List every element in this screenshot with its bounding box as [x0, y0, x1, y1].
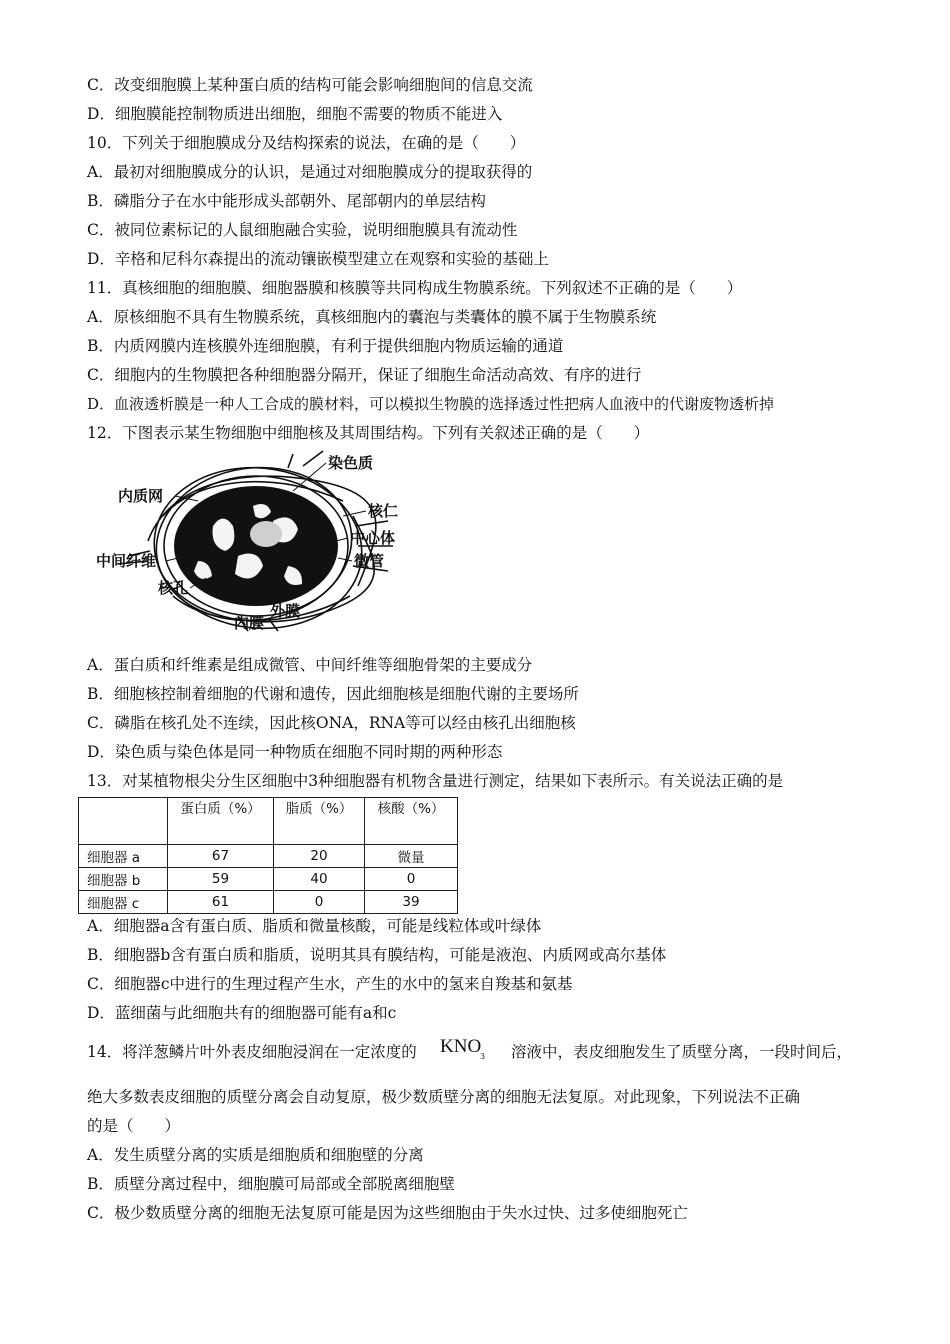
- option-9c: C．改变细胞膜上某种蛋白质的结构可能会影响细胞间的信息交流: [87, 76, 533, 94]
- table-row: [79, 868, 458, 891]
- table-header-row: [79, 798, 458, 845]
- option-9d: D．细胞膜能控制物质进出细胞，细胞不需要的物质不能进入: [87, 105, 503, 123]
- option-11c: C．细胞内的生物膜把各种细胞器分隔开，保证了细胞生命活动高效、有序的进行: [87, 366, 642, 384]
- question-12: 12．下图表示某生物细胞中细胞核及其周围结构。下列有关叙述正确的是（ ）: [87, 424, 650, 442]
- table-cell: 微量: [365, 845, 458, 868]
- label-er: 内质网: [118, 487, 164, 505]
- option-12b: B．细胞核控制着细胞的代谢和遗传，因此细胞核是细胞代谢的主要场所: [87, 685, 579, 703]
- table-cell: 0: [274, 891, 365, 914]
- formula-subscript: 3: [480, 1052, 486, 1061]
- question-11: 11．真核细胞的细胞膜、细胞器膜和核膜等共同构成生物膜系统。下列叙述不正确的是（ ）: [87, 279, 743, 297]
- question-10: 10．下列关于细胞膜成分及结构探索的说法，在确的是（ ）: [87, 134, 526, 152]
- option-13a: A．细胞器a含有蛋白质、脂质和微量核酸，可能是线粒体或叶绿体: [87, 917, 542, 935]
- table-cell: 67: [168, 845, 274, 868]
- label-intermediate-filament: 中间纤维: [96, 552, 157, 570]
- label-outer-membrane: 外膜: [270, 602, 301, 620]
- label-nuclear-pore: 核孔: [158, 579, 189, 597]
- table-row: [79, 891, 458, 914]
- option-10d: D．辛格和尼科尔森提出的流动镶嵌模型建立在观察和实验的基础上: [87, 250, 549, 268]
- option-11a: A．原核细胞不具有生物膜系统，真核细胞内的囊泡与类囊体的膜不属于生物膜系统: [87, 308, 657, 326]
- table-cell: 细胞器 b: [79, 868, 168, 891]
- question-14-start: 14．将洋葱鳞片叶外表皮细胞浸润在一定浓度的: [87, 1043, 417, 1061]
- nucleus-figure: [88, 446, 418, 641]
- table-cell: 40: [274, 868, 365, 891]
- option-14b: B．质壁分离过程中，细胞膜可局部或全部脱离细胞壁: [87, 1175, 455, 1193]
- label-centrosome: 中心体: [350, 529, 396, 547]
- option-12c: C．磷脂在核孔处不连续，因此核ONA，RNA等可以经由核孔出细胞核: [87, 714, 576, 732]
- option-14a: A．发生质壁分离的实质是细胞质和细胞壁的分离: [87, 1146, 424, 1164]
- option-10a: A．最初对细胞膜成分的认识，是通过对细胞膜成分的提取获得的: [87, 163, 533, 181]
- option-13d: D．蓝细菌与此细胞共有的细胞器可能有a和c: [87, 1004, 397, 1022]
- label-chromatin: 染色质: [328, 454, 374, 472]
- nucleolus-shape: [250, 521, 282, 547]
- table-header-lipid: 脂质（%）: [274, 798, 365, 845]
- table-header-protein: 蛋白质（%）: [168, 798, 274, 845]
- label-microtubule: 微管: [354, 552, 385, 570]
- label-nucleolus: 核仁: [368, 502, 399, 520]
- option-13b: B．细胞器b含有蛋白质和脂质，说明其具有膜结构，可能是液泡、内质网或高尔基体: [87, 946, 667, 964]
- option-11d: D．血液透析膜是一种人工合成的膜材料，可以模拟生物膜的选择透过性把病人血液中的代谢废物透析掉: [87, 395, 775, 413]
- table-cell: 39: [365, 891, 458, 914]
- table-cell: 0: [365, 868, 458, 891]
- question-14-end: 溶液中，表皮细胞发生了质壁分离，一段时间后，: [511, 1043, 853, 1061]
- nucleus-diagram: [88, 446, 418, 641]
- table-cell: 20: [274, 845, 365, 868]
- option-11b: B．内质网膜内连核膜外连细胞膜，有利于提供细胞内物质运输的通道: [87, 337, 564, 355]
- nucleus-body: [174, 486, 338, 606]
- option-10c: C．被同位素标记的人鼠细胞融合实验，说明细胞膜具有流动性: [87, 221, 518, 239]
- table-header-nucleic-acid: 核酸（%）: [365, 798, 458, 845]
- table-row: [79, 845, 458, 868]
- option-10b: B．磷脂分子在水中能形成头部朝外、尾部朝内的单层结构: [87, 192, 486, 210]
- option-12d: D．染色质与染色体是同一种物质在细胞不同时期的两种形态: [87, 743, 503, 761]
- option-13c: C．细胞器c中进行的生理过程产生水，产生的水中的氢来自羧基和氨基: [87, 975, 573, 993]
- table-cell: 59: [168, 868, 274, 891]
- option-12a: A．蛋白质和纤维素是组成微管、中间纤维等细胞骨架的主要成分: [87, 656, 533, 674]
- table-cell: 细胞器 c: [79, 891, 168, 914]
- label-inner-membrane: 内膜: [234, 614, 265, 632]
- table-cell: 细胞器 a: [79, 845, 168, 868]
- table-header-corner: [79, 798, 168, 845]
- formula-kno3: KNO: [440, 1036, 482, 1057]
- table-cell: 61: [168, 891, 274, 914]
- organelle-table: [78, 797, 458, 914]
- question-14-line3: 的是（ ）: [87, 1117, 181, 1135]
- question-14-line2: 绝大多数表皮细胞的质壁分离会自动复原，极少数质壁分离的细胞无法复原。对此现象，下列说法不正确: [87, 1088, 801, 1106]
- question-13: 13．对某植物根尖分生区细胞中3种细胞器有机物含量进行测定，结果如下表所示。有关说法正确的是: [87, 772, 784, 790]
- option-14c: C．极少数质壁分离的细胞无法复原可能是因为这些细胞由于失水过快、过多使细胞死亡: [87, 1204, 688, 1222]
